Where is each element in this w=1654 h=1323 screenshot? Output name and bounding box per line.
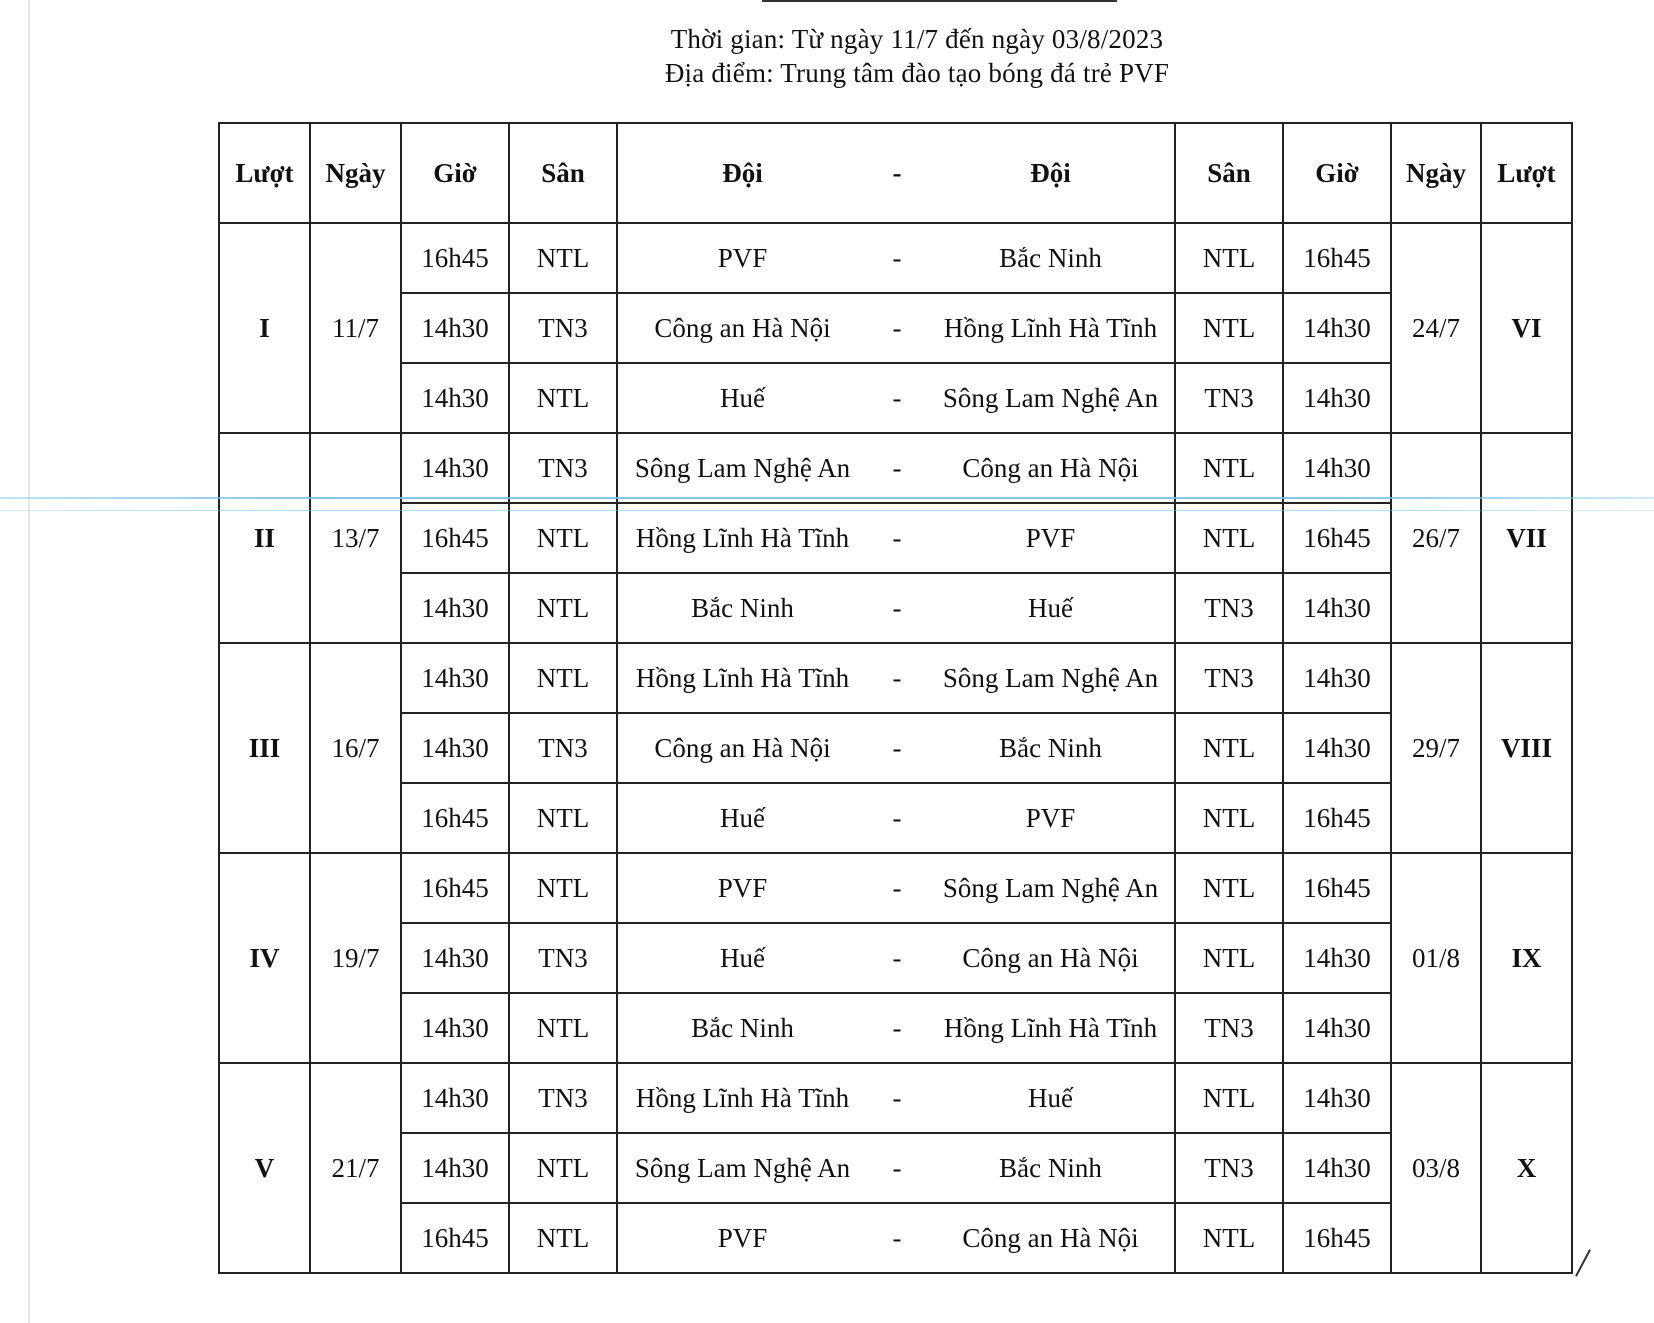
round-right: VI bbox=[1481, 223, 1572, 433]
away-team: Huế bbox=[927, 573, 1175, 643]
match-row bbox=[219, 923, 1572, 993]
field-left: TN3 bbox=[509, 1063, 617, 1133]
match-row bbox=[219, 1133, 1572, 1203]
away-team: Huế bbox=[927, 1063, 1175, 1133]
match-row bbox=[219, 853, 1572, 923]
time-right: 14h30 bbox=[1283, 923, 1391, 993]
col-header-dash: - bbox=[867, 123, 927, 223]
home-team: PVF bbox=[617, 1203, 867, 1273]
home-team: Hồng Lĩnh Hà Tĩnh bbox=[617, 503, 867, 573]
col-header-field-right: Sân bbox=[1175, 123, 1283, 223]
away-team: Công an Hà Nội bbox=[927, 433, 1175, 503]
time-left: 16h45 bbox=[401, 853, 509, 923]
time-right: 16h45 bbox=[1283, 503, 1391, 573]
field-right: TN3 bbox=[1175, 363, 1283, 433]
time-left: 16h45 bbox=[401, 1203, 509, 1273]
field-left: NTL bbox=[509, 1203, 617, 1273]
field-left: NTL bbox=[509, 363, 617, 433]
time-left: 16h45 bbox=[401, 783, 509, 853]
match-dash: - bbox=[867, 503, 927, 573]
match-dash: - bbox=[867, 223, 927, 293]
time-left: 14h30 bbox=[401, 293, 509, 363]
time-right: 14h30 bbox=[1283, 1133, 1391, 1203]
field-right: NTL bbox=[1175, 223, 1283, 293]
field-left: NTL bbox=[509, 1133, 617, 1203]
away-team: Sông Lam Nghệ An bbox=[927, 643, 1175, 713]
date-right: 29/7 bbox=[1391, 643, 1481, 853]
date-right: 24/7 bbox=[1391, 223, 1481, 433]
field-left: NTL bbox=[509, 783, 617, 853]
home-team: Công an Hà Nội bbox=[617, 713, 867, 783]
time-right: 16h45 bbox=[1283, 223, 1391, 293]
time-right: 16h45 bbox=[1283, 1203, 1391, 1273]
field-right: TN3 bbox=[1175, 1133, 1283, 1203]
scan-left-edge bbox=[28, 0, 30, 1323]
time-left: 14h30 bbox=[401, 643, 509, 713]
match-dash: - bbox=[867, 713, 927, 783]
match-dash: - bbox=[867, 293, 927, 363]
home-team: Huế bbox=[617, 783, 867, 853]
field-right: NTL bbox=[1175, 503, 1283, 573]
date-right: 03/8 bbox=[1391, 1063, 1481, 1273]
home-team: Sông Lam Nghệ An bbox=[617, 1133, 867, 1203]
home-team: PVF bbox=[617, 853, 867, 923]
field-right: TN3 bbox=[1175, 993, 1283, 1063]
field-left: NTL bbox=[509, 993, 617, 1063]
match-dash: - bbox=[867, 363, 927, 433]
schedule-time-range: Thời gian: Từ ngày 11/7 đến ngày 03/8/2023 bbox=[670, 24, 1164, 54]
pen-mark bbox=[1575, 1249, 1591, 1276]
match-schedule-table bbox=[218, 122, 1573, 1274]
match-dash: - bbox=[867, 1203, 927, 1273]
field-right: NTL bbox=[1175, 923, 1283, 993]
home-team: Hồng Lĩnh Hà Tĩnh bbox=[617, 643, 867, 713]
away-team: Sông Lam Nghệ An bbox=[927, 363, 1175, 433]
time-right: 14h30 bbox=[1283, 293, 1391, 363]
match-dash: - bbox=[867, 993, 927, 1063]
date-right: 01/8 bbox=[1391, 853, 1481, 1063]
field-right: TN3 bbox=[1175, 573, 1283, 643]
away-team: PVF bbox=[927, 783, 1175, 853]
round-left: II bbox=[219, 433, 310, 643]
away-team: Bắc Ninh bbox=[927, 713, 1175, 783]
match-row bbox=[219, 573, 1572, 643]
date-left: 16/7 bbox=[310, 643, 401, 853]
away-team: Hồng Lĩnh Hà Tĩnh bbox=[927, 293, 1175, 363]
match-row bbox=[219, 713, 1572, 783]
time-left: 14h30 bbox=[401, 923, 509, 993]
time-left: 16h45 bbox=[401, 223, 509, 293]
time-right: 14h30 bbox=[1283, 433, 1391, 503]
title-underline bbox=[762, 0, 1117, 2]
field-right: NTL bbox=[1175, 433, 1283, 503]
col-header-round-left: Lượt bbox=[219, 123, 310, 223]
field-right: NTL bbox=[1175, 1063, 1283, 1133]
field-right: NTL bbox=[1175, 1203, 1283, 1273]
match-dash: - bbox=[867, 1063, 927, 1133]
time-left: 16h45 bbox=[401, 503, 509, 573]
match-row bbox=[219, 783, 1572, 853]
field-right: NTL bbox=[1175, 853, 1283, 923]
home-team: Hồng Lĩnh Hà Tĩnh bbox=[617, 1063, 867, 1133]
col-header-date-right: Ngày bbox=[1391, 123, 1481, 223]
away-team: Công an Hà Nội bbox=[927, 923, 1175, 993]
date-left: 21/7 bbox=[310, 1063, 401, 1273]
match-dash: - bbox=[867, 573, 927, 643]
round-left: IV bbox=[219, 853, 310, 1063]
date-right: 26/7 bbox=[1391, 433, 1481, 643]
col-header-date-left: Ngày bbox=[310, 123, 401, 223]
home-team: Bắc Ninh bbox=[617, 993, 867, 1063]
time-right: 14h30 bbox=[1283, 573, 1391, 643]
match-row bbox=[219, 1203, 1572, 1273]
col-header-time-left: Giờ bbox=[401, 123, 509, 223]
home-team: Công an Hà Nội bbox=[617, 293, 867, 363]
match-row bbox=[219, 993, 1572, 1063]
round-left: V bbox=[219, 1063, 310, 1273]
match-dash: - bbox=[867, 853, 927, 923]
time-left: 14h30 bbox=[401, 713, 509, 783]
field-right: NTL bbox=[1175, 293, 1283, 363]
match-dash: - bbox=[867, 1133, 927, 1203]
away-team: Hồng Lĩnh Hà Tĩnh bbox=[927, 993, 1175, 1063]
date-left: 11/7 bbox=[310, 223, 401, 433]
round-left: I bbox=[219, 223, 310, 433]
home-team: Huế bbox=[617, 363, 867, 433]
home-team: Bắc Ninh bbox=[617, 573, 867, 643]
table-header-row bbox=[219, 123, 1572, 223]
time-left: 14h30 bbox=[401, 993, 509, 1063]
field-left: NTL bbox=[509, 573, 617, 643]
col-header-away-team: Đội bbox=[927, 123, 1175, 223]
scan-artifact-line bbox=[0, 510, 1654, 511]
time-right: 16h45 bbox=[1283, 783, 1391, 853]
field-left: NTL bbox=[509, 223, 617, 293]
field-left: NTL bbox=[509, 503, 617, 573]
time-right: 16h45 bbox=[1283, 853, 1391, 923]
field-right: NTL bbox=[1175, 783, 1283, 853]
away-team: Bắc Ninh bbox=[927, 1133, 1175, 1203]
match-row bbox=[219, 363, 1572, 433]
time-right: 14h30 bbox=[1283, 713, 1391, 783]
round-left: III bbox=[219, 643, 310, 853]
date-left: 19/7 bbox=[310, 853, 401, 1063]
field-left: TN3 bbox=[509, 293, 617, 363]
time-right: 14h30 bbox=[1283, 993, 1391, 1063]
schedule-venue: Địa điểm: Trung tâm đào tạo bóng đá trẻ PVF bbox=[664, 58, 1170, 88]
time-left: 14h30 bbox=[401, 1133, 509, 1203]
time-left: 14h30 bbox=[401, 573, 509, 643]
match-row bbox=[219, 643, 1572, 713]
field-left: TN3 bbox=[509, 923, 617, 993]
match-row bbox=[219, 293, 1572, 363]
match-row bbox=[219, 223, 1572, 293]
field-right: NTL bbox=[1175, 713, 1283, 783]
col-header-field-left: Sân bbox=[509, 123, 617, 223]
away-team: PVF bbox=[927, 503, 1175, 573]
field-right: TN3 bbox=[1175, 643, 1283, 713]
field-left: NTL bbox=[509, 853, 617, 923]
time-left: 14h30 bbox=[401, 1063, 509, 1133]
schedule-body bbox=[219, 223, 1572, 1273]
field-left: TN3 bbox=[509, 433, 617, 503]
scan-artifact-line bbox=[0, 497, 1654, 499]
away-team: Công an Hà Nội bbox=[927, 1203, 1175, 1273]
away-team: Sông Lam Nghệ An bbox=[927, 853, 1175, 923]
match-dash: - bbox=[867, 783, 927, 853]
field-left: TN3 bbox=[509, 713, 617, 783]
round-right: VII bbox=[1481, 433, 1572, 643]
date-left: 13/7 bbox=[310, 433, 401, 643]
time-right: 14h30 bbox=[1283, 643, 1391, 713]
match-row bbox=[219, 1063, 1572, 1133]
away-team: Bắc Ninh bbox=[927, 223, 1175, 293]
round-right: X bbox=[1481, 1063, 1572, 1273]
col-header-time-right: Giờ bbox=[1283, 123, 1391, 223]
field-left: NTL bbox=[509, 643, 617, 713]
col-header-round-right: Lượt bbox=[1481, 123, 1572, 223]
time-right: 14h30 bbox=[1283, 363, 1391, 433]
home-team: Sông Lam Nghệ An bbox=[617, 433, 867, 503]
match-dash: - bbox=[867, 433, 927, 503]
match-dash: - bbox=[867, 923, 927, 993]
home-team: Huế bbox=[617, 923, 867, 993]
home-team: PVF bbox=[617, 223, 867, 293]
round-right: IX bbox=[1481, 853, 1572, 1063]
match-row bbox=[219, 433, 1572, 503]
col-header-home-team: Đội bbox=[617, 123, 867, 223]
match-dash: - bbox=[867, 643, 927, 713]
round-right: VIII bbox=[1481, 643, 1572, 853]
match-row bbox=[219, 503, 1572, 573]
time-right: 14h30 bbox=[1283, 1063, 1391, 1133]
time-left: 14h30 bbox=[401, 363, 509, 433]
time-left: 14h30 bbox=[401, 433, 509, 503]
